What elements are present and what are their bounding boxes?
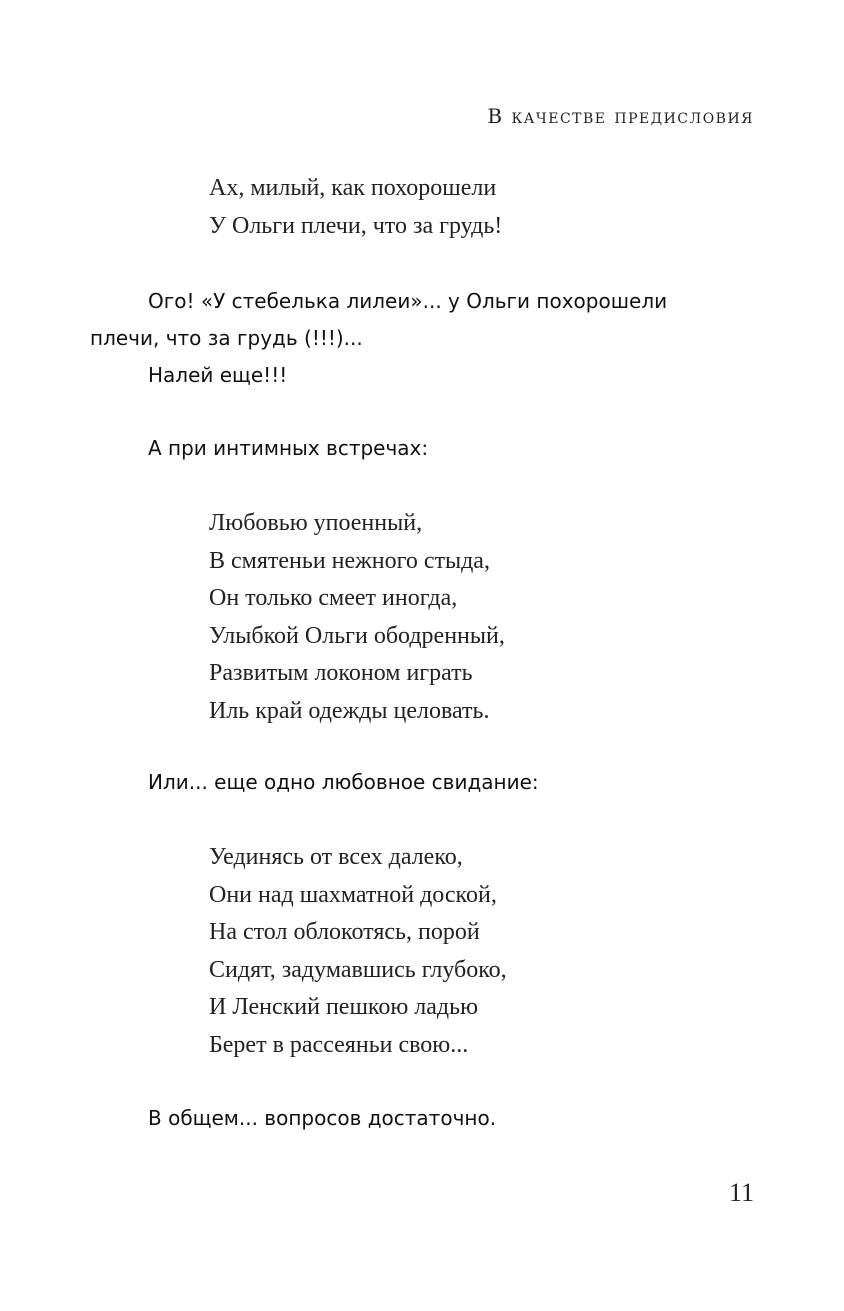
verse-block-2 bbox=[209, 505, 505, 730]
verse-line: У Ольги плечи, что за грудь! bbox=[209, 212, 503, 239]
paragraph-2: А при интимных встречах: bbox=[148, 436, 429, 460]
verse-block-3 bbox=[209, 839, 507, 1064]
page-number: 11 bbox=[728, 1178, 754, 1207]
paragraph-3: Или... еще одно любовное свидание: bbox=[148, 770, 539, 794]
verse-line: Улыбкой Ольги ободренный, bbox=[209, 622, 505, 649]
running-header: В качестве предисловия bbox=[487, 104, 754, 128]
verse-line: И Ленский пешкою ладью bbox=[209, 994, 479, 1020]
verse-line: Он только смеет иногда, bbox=[209, 585, 458, 611]
verse-line: Любовью упоенный, bbox=[209, 510, 423, 536]
verse-block-1 bbox=[209, 170, 502, 245]
paragraph-line: Налей еще!!! bbox=[148, 363, 288, 387]
verse-line: На стол облокотясь, порой bbox=[209, 919, 480, 945]
verse-line: В смятеньи нежного стыда, bbox=[209, 547, 490, 574]
verse-line: Развитым локоном играть bbox=[209, 660, 473, 686]
verse-line: Сидят, задумавшись глубоко, bbox=[209, 956, 507, 983]
paragraph-4: В общем... вопросов достаточно. bbox=[148, 1106, 497, 1130]
verse-line: Иль край одежды целовать. bbox=[209, 697, 490, 724]
paragraph-1 bbox=[90, 283, 710, 394]
verse-line: Уединясь от всех далеко, bbox=[209, 844, 463, 870]
verse-line: Они над шахматной доской, bbox=[209, 881, 497, 908]
paragraph-line: плечи, что за грудь (!!!)... bbox=[90, 326, 363, 350]
paragraph-line: Ого! «У стебелька лилеи»... у Ольги похорошели bbox=[148, 289, 668, 313]
verse-line: Берет в рассеяньи свою... bbox=[209, 1031, 469, 1058]
verse-line: Ах, милый, как похорошели bbox=[209, 175, 497, 201]
